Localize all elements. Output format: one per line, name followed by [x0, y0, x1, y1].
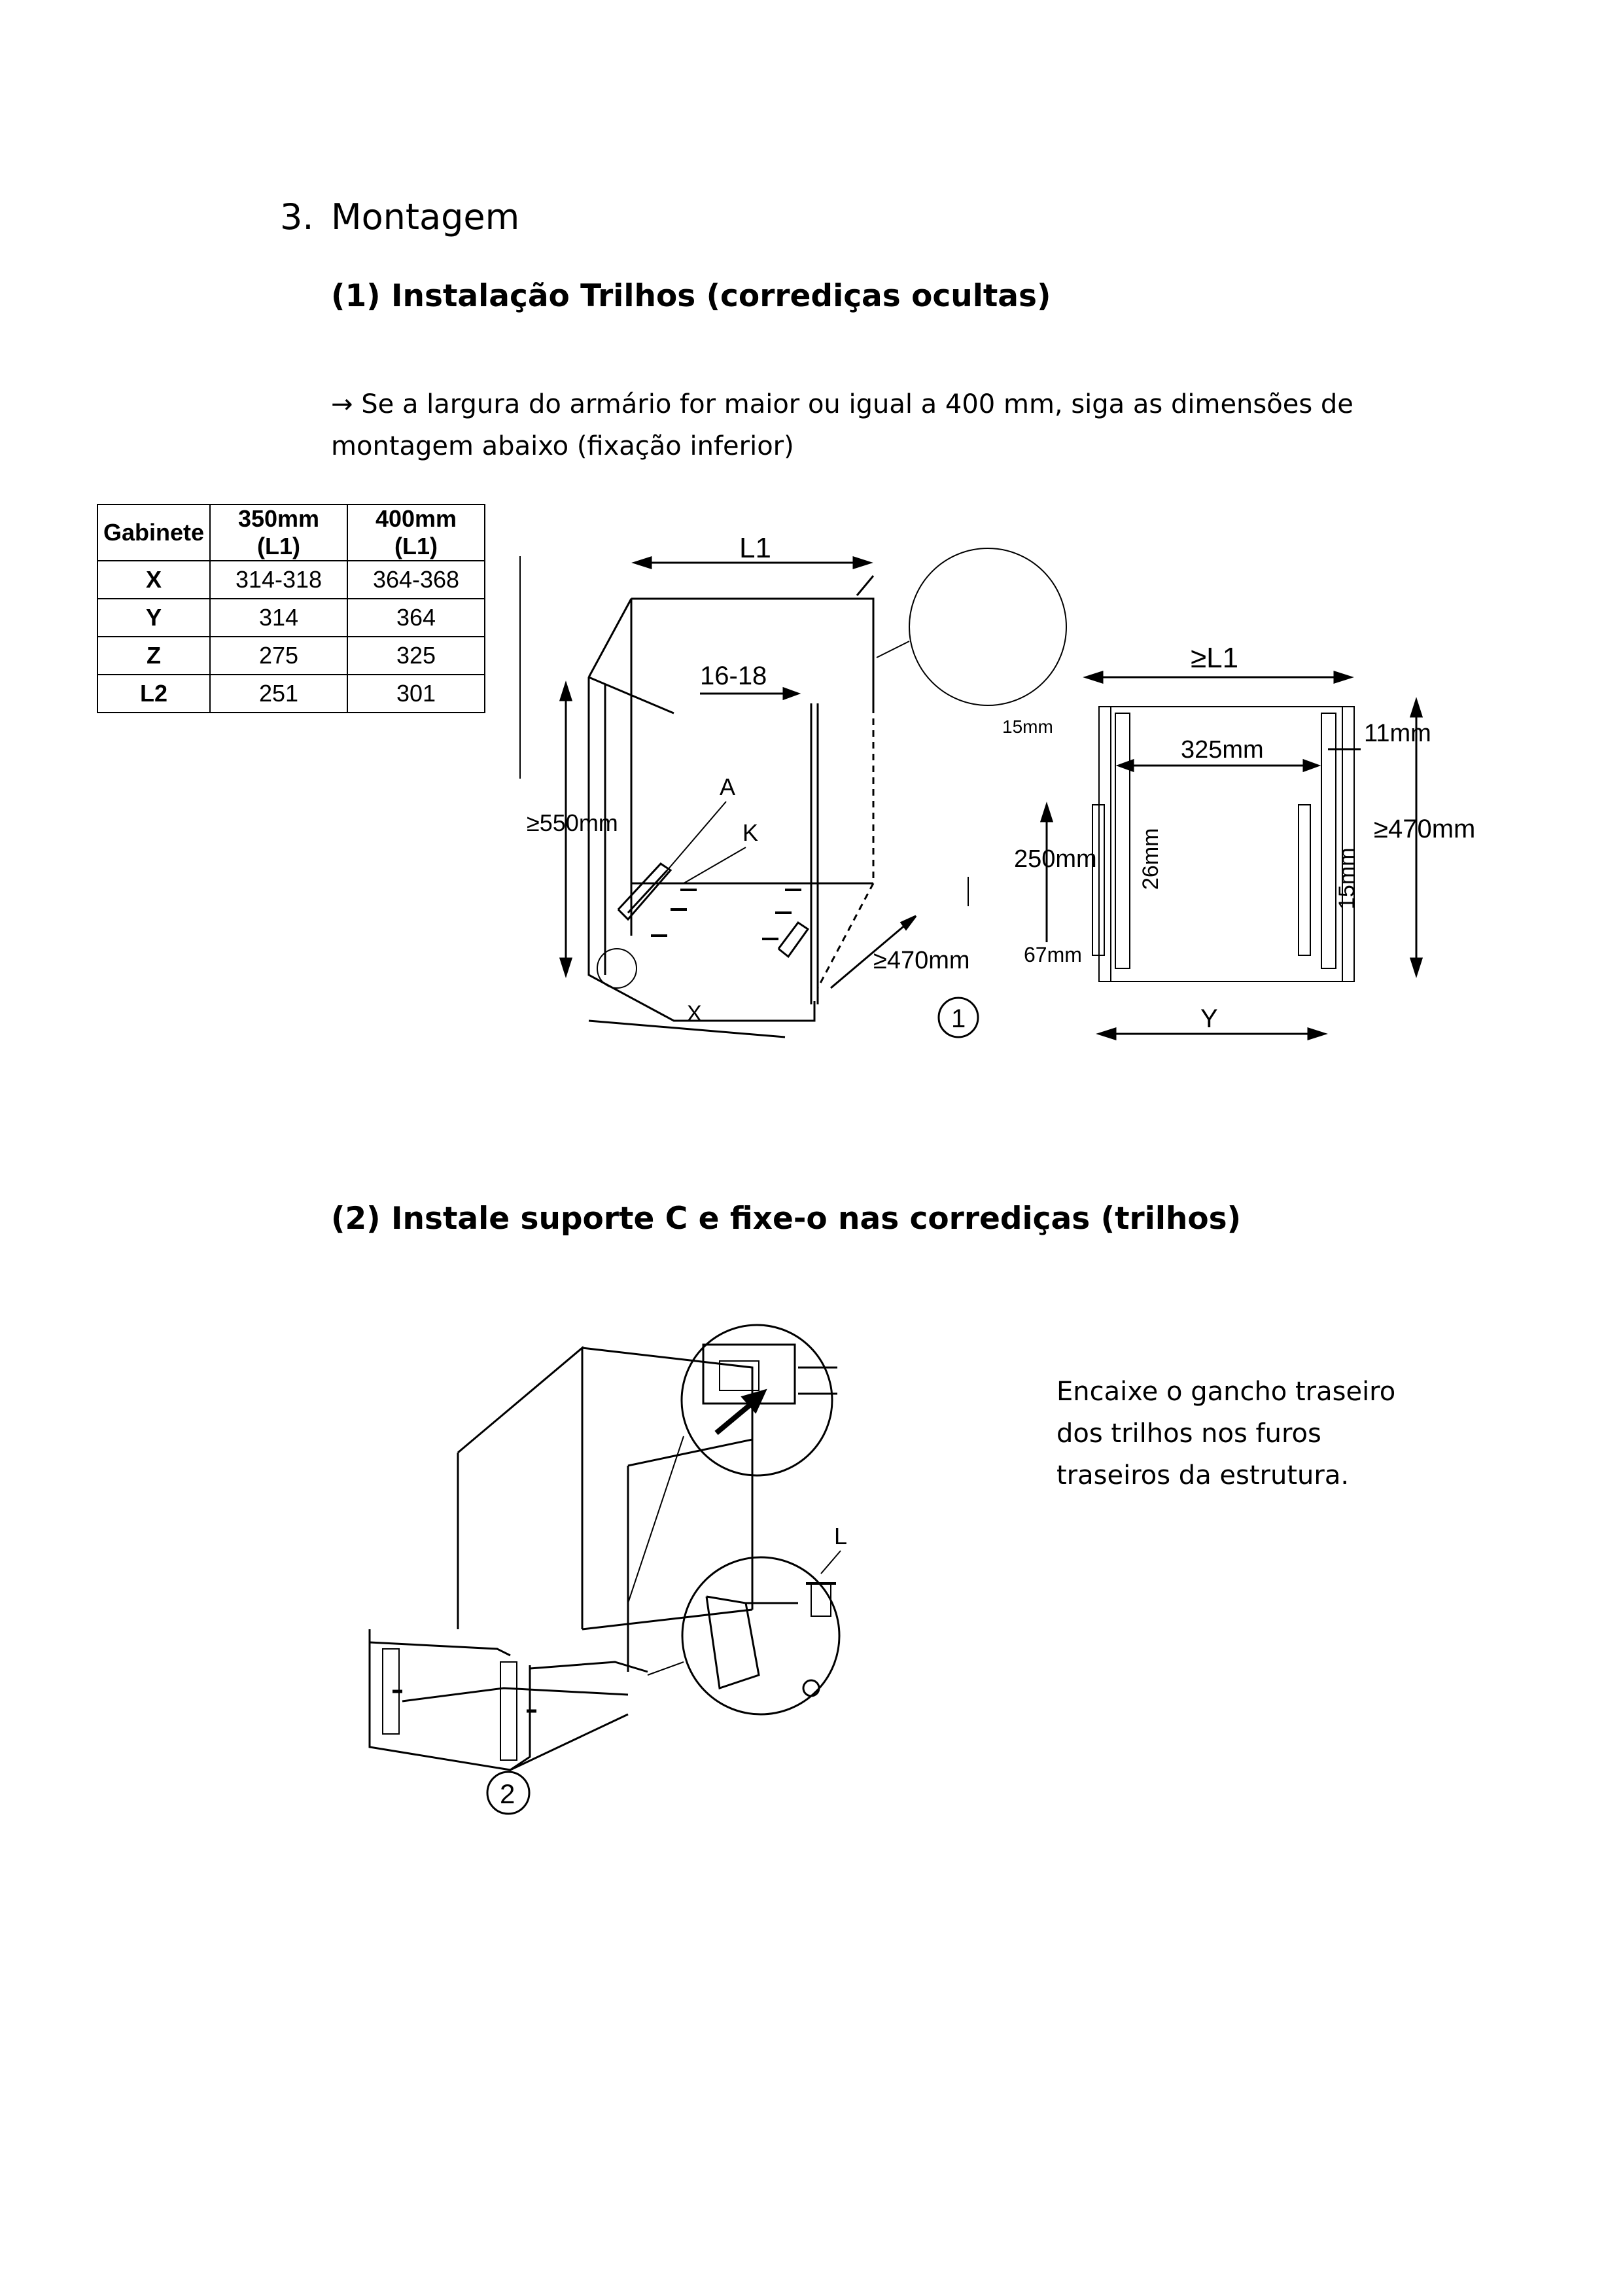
table-cell: Y	[97, 599, 210, 637]
label-h26: 26mm	[1138, 828, 1163, 890]
table-row	[97, 637, 485, 675]
step1-heading: (1) Instalação Trilhos (corrediças ocultas)	[331, 278, 1051, 314]
table-cell: L2	[97, 675, 210, 713]
arrow-right-icon: →	[331, 389, 353, 419]
table-cell: 314-318	[210, 561, 347, 599]
cabinet-drawing	[370, 1348, 752, 1770]
label-inner: 325mm	[1181, 736, 1264, 764]
table-cell: X	[97, 561, 210, 599]
label-l1: L1	[739, 532, 771, 564]
arrow-icon	[716, 1390, 765, 1433]
section-title: Montagem	[331, 196, 520, 238]
label-front-depth: ≥470mm	[1374, 815, 1476, 843]
table-header-cell: Gabinete	[97, 504, 210, 561]
screw-icons	[651, 890, 801, 939]
table-cell: Z	[97, 637, 210, 675]
label-h250: 250mm	[1014, 845, 1097, 873]
label-a: A	[720, 773, 736, 800]
label-width: ≥L1	[1191, 642, 1239, 674]
table-cell: 275	[210, 637, 347, 675]
step2-number: 2	[500, 1778, 515, 1809]
label-depth: ≥470mm	[873, 947, 970, 974]
label-gap: 16-18	[700, 662, 767, 690]
label-h15: 15mm	[1335, 847, 1359, 910]
dimension-table	[97, 504, 485, 713]
figure2-bracket-diagram	[340, 1296, 1073, 1839]
table-cell: 301	[347, 675, 485, 713]
step2-heading: (2) Instale suporte C e fixe-o nas corrediças (trilhos)	[331, 1201, 1242, 1237]
label-k: K	[742, 819, 759, 846]
step2-note-line3: traseiros da estrutura.	[1056, 1460, 1350, 1491]
label-l: L	[834, 1523, 848, 1549]
table-cell: 364-368	[347, 561, 485, 599]
step2-note-line1: Encaixe o gancho traseiro	[1056, 1377, 1396, 1407]
label-y: Y	[1200, 1004, 1218, 1033]
table-cell: 325	[347, 637, 485, 675]
table-row	[97, 599, 485, 637]
label-height: ≥550mm	[527, 809, 618, 836]
table-cell: 364	[347, 599, 485, 637]
screw-icons	[393, 1691, 536, 1711]
step1-number: 1	[951, 1004, 966, 1033]
figure1-cabinet-diagram	[510, 517, 1478, 1067]
table-header-cell: 350mm (L1)	[210, 504, 347, 561]
table-cell: 251	[210, 675, 347, 713]
label-x: X	[687, 1001, 702, 1026]
bracket-detail	[707, 1597, 819, 1696]
table-header-cell: 400mm (L1)	[347, 504, 485, 561]
label-detail: 15mm	[1002, 716, 1053, 737]
section-number: 3.	[280, 196, 314, 238]
label-h67: 67mm	[1024, 943, 1082, 966]
step1-text-line1	[331, 383, 1353, 425]
step2-note-line2: dos trilhos nos furos	[1056, 1419, 1321, 1449]
table-row	[97, 561, 485, 599]
table-cell: 314	[210, 599, 347, 637]
hook-detail	[703, 1345, 837, 1404]
label-side: 11mm	[1364, 720, 1431, 747]
step1-text-line2: montagem abaixo (fixação inferior)	[331, 431, 794, 461]
table-header-row	[97, 504, 485, 561]
table-row	[97, 675, 485, 713]
step1-text-line1-content: Se a largura do armário for maior ou igual a 400 mm, siga as dimensões de	[361, 389, 1353, 419]
